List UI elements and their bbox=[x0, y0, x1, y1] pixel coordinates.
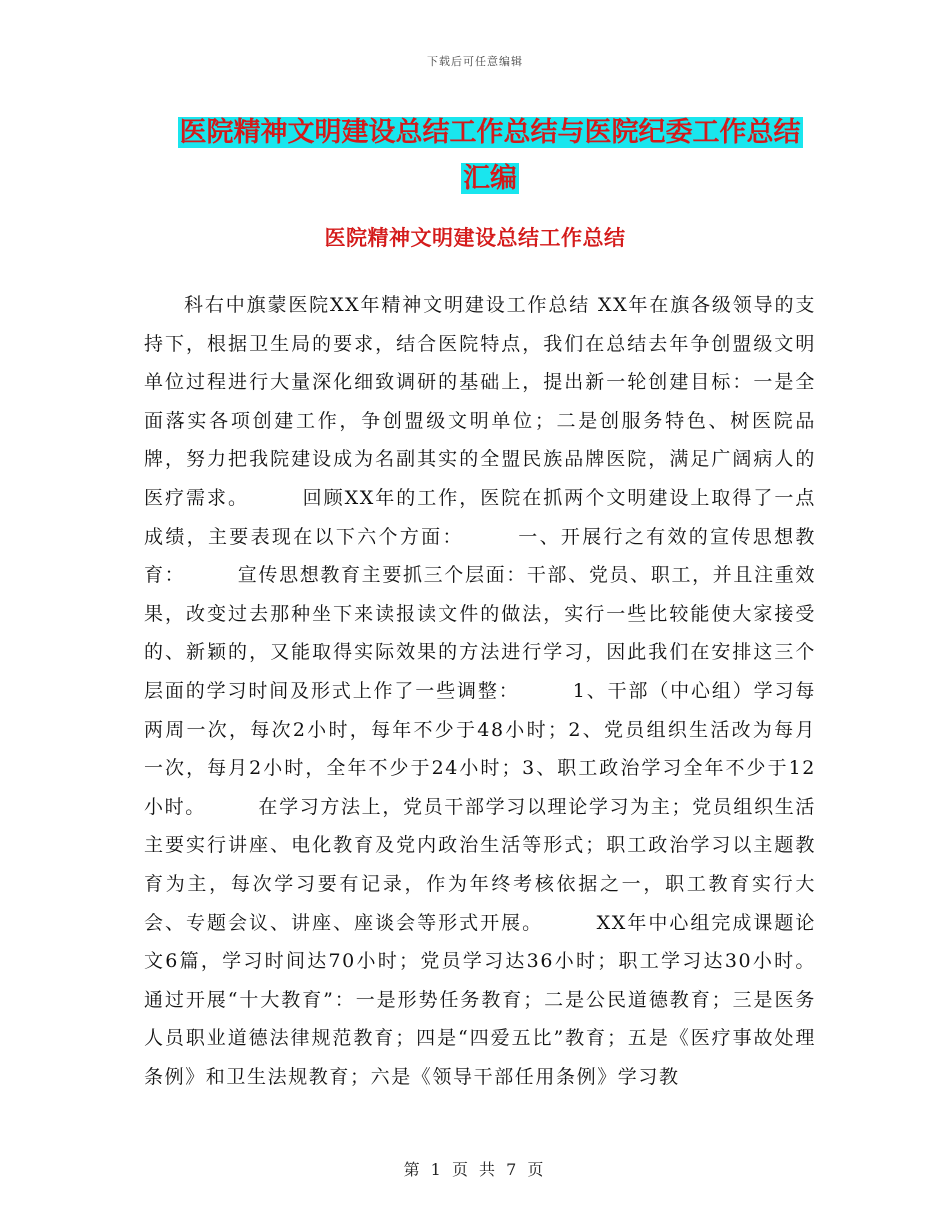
page-number: 第 1 页 共 7 页 bbox=[403, 1160, 547, 1179]
body-paragraph: 科右中旗蒙医院XX年精神文明建设工作总结 XX年在旗各级领导的支持下，根据卫生局的要求，结合医院特点，我们在总结去年争创盟级文明单位过程进行大量深化细致调研的基础上，提出新一轮创建目标：一是全面落实各项创建工作，争创盟级文明单位；二是创服务特色、树医院品牌，努力把我院建设成为名副其实的全盟民族品牌医院，满足广阔病人的医疗需求。 回顾XX年的工作，医院在抓两个文明建设上取得了一点成绩，主要表现在以下六个方面： 一、开展行之有效的宣传思想教育： 宣传思想教育主要抓三个层面：干部、党员、职工，并且注重效果，改变过去那种坐下来读报读文件的做法，实行一些比较能使大家接受的、新颖的，又能取得实际效果的方法进行学习，因此我们在安排这三个层面的学习时间及形式上作了一些调整： 1、干部（中心组）学习每两周一次，每次2小时，每年不少于48小时；2、党员组织生活改为每月一次，每月2小时，全年不少于24小时；3、职工政治学习全年不少于12小时。 在学习方法上，党员干部学习以理论学习为主；党员组织生活主要实行讲座、电化教育及党内政治生活等形式；职工政治学习以主题教育为主，每次学习要有记录，作为年终考核依据之一，职工教育实行大会、专题会议、讲座、座谈会等形式开展。 XX年中心组完成课题论文6篇，学习时间达70小时；党员学习达36小时；职工学习达30小时。通过开展“十大教育”：一是形势任务教育；二是公民道德教育；三是医务人员职业道德法律规范教育；四是“四爱五比”教育；五是《医疗事故处理条例》和卫生法规教育；六是《领导干部任用条例》学习教 bbox=[144, 294, 816, 1088]
document-title bbox=[140, 110, 840, 202]
document-title-line-2: 汇编 bbox=[463, 163, 517, 194]
document-title-line-1: 医院精神文明建设总结工作总结与医院纪委工作总结 bbox=[179, 117, 801, 148]
page-header-note: 下载后可任意编辑 bbox=[427, 55, 523, 68]
section-heading: 医院精神文明建设总结工作总结 bbox=[324, 226, 626, 250]
